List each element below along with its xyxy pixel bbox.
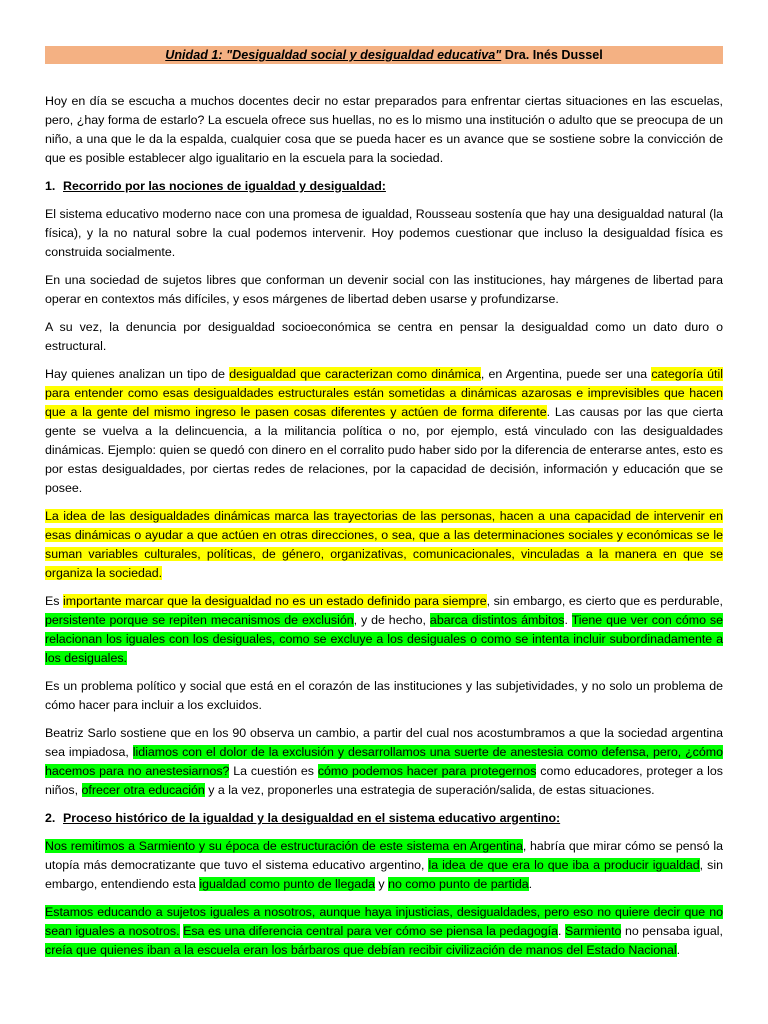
title-author: Dra. Inés Dussel (501, 48, 603, 62)
highlight-green: la idea de que era lo que iba a producir igualdad (428, 858, 700, 872)
paragraph-p3 (45, 271, 723, 309)
paragraph-p6 (45, 507, 723, 583)
highlight-green: cómo podemos hacer para protegernos (317, 764, 537, 778)
highlight-green: igualdad como punto de llegada (199, 877, 375, 891)
section-number: 2. (45, 811, 56, 825)
document-body (45, 92, 723, 969)
text-run: Es un problema político y social que está en el corazón de las instituciones y las subjetividades, y no solo un problema de cómo hacer para incluir a los excluidos. (45, 679, 723, 712)
text-run: La cuestión es (229, 764, 318, 778)
paragraph-p11 (45, 903, 723, 960)
section-heading-h1 (45, 177, 723, 196)
text-run: no pensaba igual, (621, 924, 723, 938)
text-run: , en Argentina, puede ser una (480, 367, 652, 381)
text-run: . (564, 613, 572, 627)
highlight-yellow: La idea de las desigualdades dinámicas marca las trayectorias de las personas, hacen a una capacidad de intervenir en esas dinámicas o ayudar a que actúen en otras direcciones, o sea, que a las determinaciones sociales y económicas se le suman variables culturales, políticas, de género, organizativas, comunicacionales, vinculadas a la manera en que se organiza la sociedad. (45, 509, 723, 580)
highlight-green: Esa es una diferencia central para ver cómo se piensa la pedagogía (183, 924, 558, 938)
text-run: Es (45, 594, 64, 608)
highlight-green: Sarmiento (564, 924, 622, 938)
text-run: A su vez, la denuncia por desigualdad socioeconómica se centra en pensar la desigualdad como un dato duro o estructural. (45, 320, 723, 353)
paragraph-p10 (45, 837, 723, 894)
text-run: , habría que mirar cómo se pensó la utopía más democratizante que tuvo el sistema educativo argentino, (45, 839, 723, 872)
section-number: 1. (45, 179, 56, 193)
text-run: . (676, 943, 681, 957)
highlight-green: creía que quienes iban a la escuela eran los bárbaros que debían recibir civilización de manos del Estado Nacional (45, 943, 677, 957)
document-title (45, 46, 723, 64)
paragraph-p1 (45, 92, 723, 168)
text-run: Beatriz Sarlo sostiene que en los 90 observa un cambio, a partir del cual nos acostumbramos a que la sociedad argentina sea impiadosa, (45, 726, 723, 759)
text-run: En una sociedad de sujetos libres que conforman un devenir social con las instituciones, hay márgenes de libertad para operar en contextos más difíciles, y esos márgenes de libertad deben usarse y profundizarse. (45, 273, 723, 306)
title-main: Unidad 1: "Desigualdad social y desigualdad educativa" (165, 48, 502, 62)
section-title: Proceso histórico de la igualdad y la desigualdad en el sistema educativo argentino: (63, 811, 561, 825)
highlight-green: abarca distintos ámbitos (429, 613, 565, 627)
paragraph-p5 (45, 365, 723, 498)
text-run: El sistema educativo moderno nace con una promesa de igualdad, Rousseau sostenía que hay una desigualdad natural (la física), y la no natural sobre la cual podemos intervenir. Hoy podemos cuestionar que incluso la desigualdad física es construida socialmente. (45, 207, 723, 259)
highlight-green: persistente porque se repiten mecanismos de exclusión (45, 613, 354, 627)
highlight-green: Estamos educando a sujetos iguales a nosotros, aunque haya injusticias, desigualdades, pero eso no quiere decir que no sean iguales a nosotros. (45, 905, 723, 938)
paragraph-p8 (45, 677, 723, 715)
highlight-yellow: categoría útil para entender como esas desigualdades estructurales están sometidas a dinámicas azarosas e imprevisibles que hacen que a la gente del mismo ingreso le pasen cosas diferentes y actúen de forma diferente (45, 367, 723, 419)
text-run: , sin embargo, es cierto que es perdurable, (486, 594, 723, 608)
section-heading-h2 (45, 809, 723, 828)
highlight-green: no como punto de partida (388, 877, 529, 891)
paragraph-p4 (45, 318, 723, 356)
text-run: . (558, 924, 565, 938)
text-run: y a la vez, proponerles una estrategia de superación/salida, de estas situaciones. (204, 783, 655, 797)
paragraph-p9 (45, 724, 723, 800)
text-run: Hay quienes analizan un tipo de (45, 367, 230, 381)
highlight-yellow: desigualdad que caracterizan como dinámica (229, 367, 481, 381)
text-run: . (528, 877, 533, 891)
text-run: , y de hecho, (353, 613, 430, 627)
text-run: como educadores, proteger a los niños, (45, 764, 723, 797)
highlight-green: Tiene que ver con cómo se relacionan los iguales con los desiguales, como se excluye a los desiguales o como se intenta incluir subordinadamente a los desiguales. (45, 613, 723, 665)
text-run: , sin embargo, entendiendo esta (45, 858, 723, 891)
highlight-green: Nos remitimos a Sarmiento y su época de estructuración de este sistema en Argentina (45, 839, 523, 853)
highlight-green: lidiamos con el dolor de la exclusión y desarrollamos una suerte de anestesia como defensa, pero, ¿cómo hacemos para no anestesiarnos? (45, 745, 723, 778)
highlight-green: ofrecer otra educación (81, 783, 205, 797)
paragraph-p2 (45, 205, 723, 262)
paragraph-p7 (45, 592, 723, 668)
text-run: . Las causas por las que cierta gente se vuelva a la delincuencia, a la militancia política o no, por ejemplo, está vinculado con las desigualdades dinámicas. Ejemplo: quien se quedó con dinero en el corralito pudo haber sido por la diferencia de enterarse antes, esto es por estas desigualdades, por ciertas redes de relaciones, por la capacidad de decisión, información y educación que se posee. (45, 405, 723, 495)
section-title: Recorrido por las nociones de igualdad y desigualdad: (63, 179, 386, 193)
highlight-yellow: importante marcar que la desigualdad no es un estado definido para siempre (63, 594, 487, 608)
text-run: Hoy en día se escucha a muchos docentes decir no estar preparados para enfrentar ciertas situaciones en las escuelas, pero, ¿hay forma de estarlo? La escuela ofrece sus huellas, no es lo mismo una institución o adulto que se preocupa de un niño, a una que le da la espalda, cualquier cosa que se pueda hacer es un avance que se sostiene sobre la convicción de que es posible establecer algo igualitario en la escuela para la sociedad. (45, 94, 723, 165)
text-run: y (374, 877, 389, 891)
